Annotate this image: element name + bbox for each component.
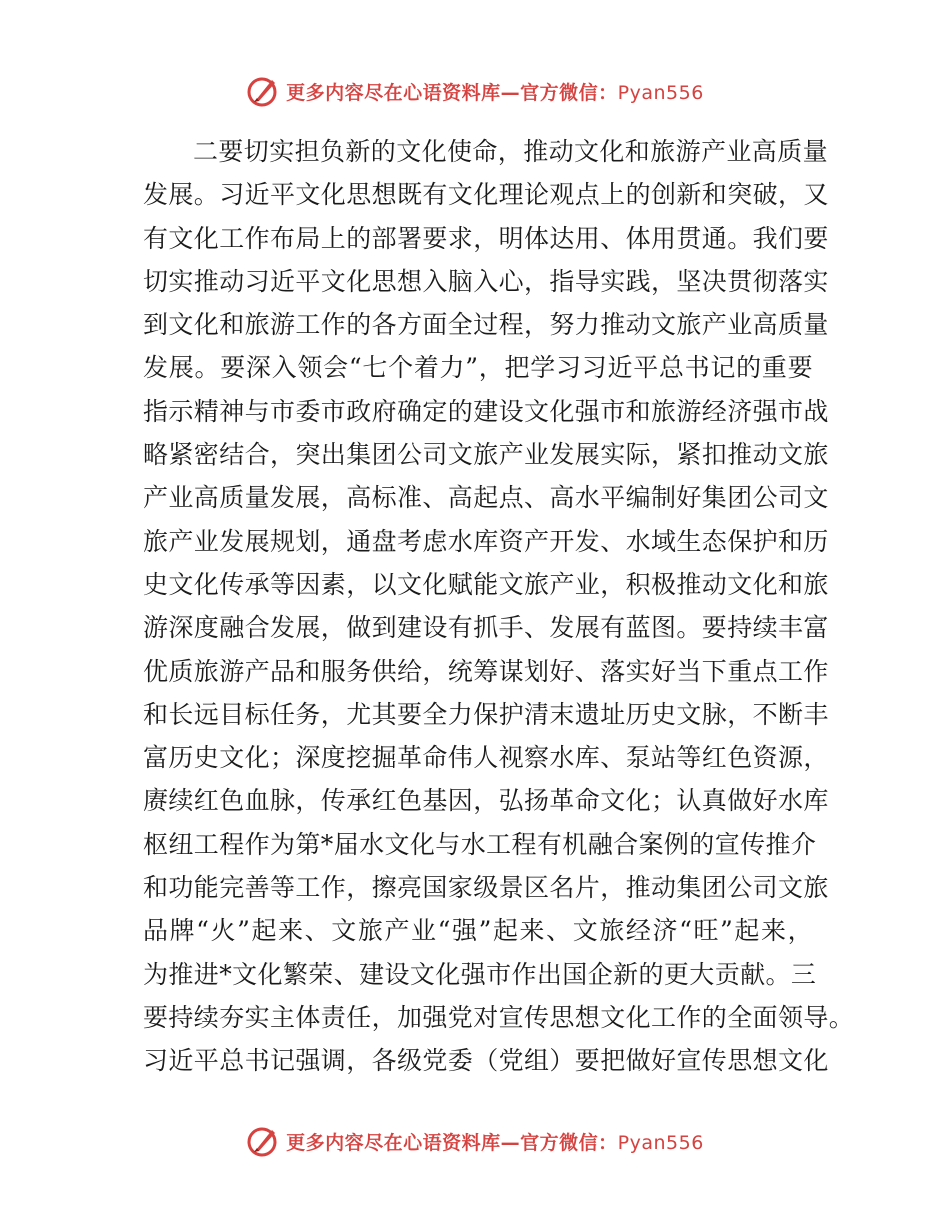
text-line: 赓续红色血脉，传承红色基因，弘扬革命文化；认真做好水库 <box>143 786 829 816</box>
text-line: 产业高质量发展，高标准、高起点、高水平编制好集团公司文 <box>143 483 829 513</box>
text-line: 发展。要深入领会“七个着力”，把学习习近平总书记的重要 <box>143 353 813 383</box>
text-line: 到文化和旅游工作的各方面全过程，努力推动文旅产业高质量 <box>143 310 829 340</box>
text-line: 枢纽工程作为第*届水文化与水工程有机融合案例的宣传推介 <box>143 829 817 859</box>
text-line: 品牌“火”起来、文旅产业“强”起来、文旅经济“旺”起来， <box>143 916 813 946</box>
watermark-text: 更多内容尽在心语资料库—官方微信：Pyan556 <box>286 81 704 104</box>
text-line: 二要切实担负新的文化使命，推动文化和旅游产业高质量 <box>193 137 829 166</box>
wechat-id: Pyan556 <box>617 81 704 104</box>
quill-circle-icon <box>246 74 280 108</box>
watermark-text: 更多内容尽在心语资料库—官方微信：Pyan556 <box>286 1131 704 1154</box>
text-line: 和功能完善等工作，擦亮国家级景区名片，推动集团公司文旅 <box>143 873 829 903</box>
text-line: 富历史文化；深度挖掘革命伟人视察水库、泵站等红色资源， <box>143 743 829 773</box>
text-line: 要持续夯实主体责任，加强党对宣传思想文化工作的全面领导。 <box>143 1002 855 1032</box>
header-watermark <box>0 71 950 111</box>
quill-circle-icon <box>246 1124 280 1158</box>
text-line: 为推进*文化繁荣、建设文化强市作出国企新的更大贡献。三 <box>143 959 817 989</box>
text-line: 切实推动习近平文化思想入脑入心，指导实践，坚决贯彻落实 <box>143 266 829 296</box>
document-body <box>143 130 855 1083</box>
text-line: 习近平总书记强调，各级党委（党组）要把做好宣传思想文化 <box>143 1046 829 1076</box>
wechat-id: Pyan556 <box>617 1131 704 1154</box>
text-line: 史文化传承等因素，以文化赋能文旅产业，积极推动文化和旅 <box>143 569 829 599</box>
text-line: 有文化工作布局上的部署要求，明体达用、体用贯通。我们要 <box>143 223 829 253</box>
footer-watermark <box>0 1121 950 1161</box>
text-line: 旅产业发展规划，通盘考虑水库资产开发、水域生态保护和历 <box>143 526 829 556</box>
text-line: 优质旅游产品和服务供给，统筹谋划好、落实好当下重点工作 <box>143 656 829 686</box>
text-line: 发展。习近平文化思想既有文化理论观点上的创新和突破，又 <box>143 180 829 210</box>
text-line: 略紧密结合，突出集团公司文旅产业发展实际，紧扣推动文旅 <box>143 440 829 470</box>
text-line: 游深度融合发展，做到建设有抓手、发展有蓝图。要持续丰富 <box>143 613 829 643</box>
text-line: 和长远目标任务，尤其要全力保护清末遗址历史文脉，不断丰 <box>143 699 829 729</box>
text-line: 指示精神与市委市政府确定的建设文化强市和旅游经济强市战 <box>143 396 829 426</box>
